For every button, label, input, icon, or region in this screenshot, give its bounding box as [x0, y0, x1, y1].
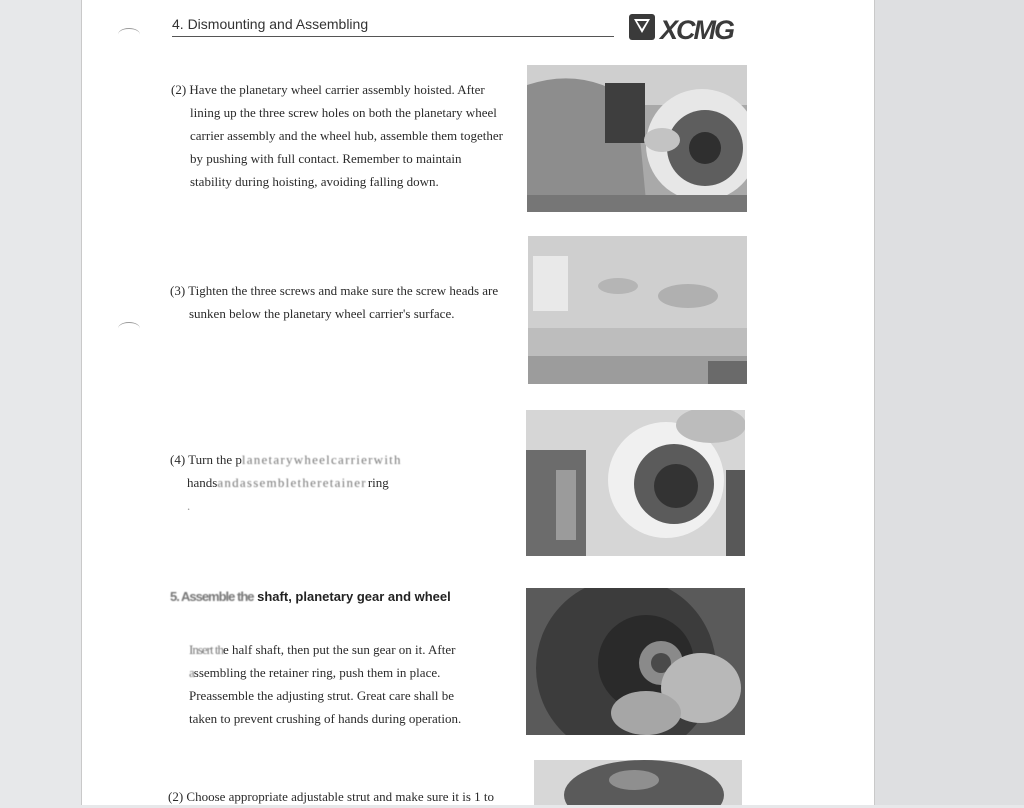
- step-4-line-start: .: [187, 498, 191, 513]
- scanner-background: [874, 0, 1024, 805]
- step-2-line: lining up the three screw holes on both the planetary wheel: [190, 105, 497, 120]
- heading-text: shaft, planetary gear and wheel: [257, 589, 451, 604]
- obscured-text: 5. Assemble the: [170, 589, 254, 604]
- section-5-line: ssembling the retainer ring, push them in place.: [193, 665, 441, 680]
- xcmg-logo: [627, 11, 759, 45]
- step-3-line: (3) Tighten the three screws and make sure the screw heads are: [170, 283, 499, 298]
- step-2-line: carrier assembly and the wheel hub, assemble them together: [190, 128, 503, 143]
- step-4-line-start: (4) Turn the p: [170, 452, 242, 467]
- section-title: 4. Dismounting and Assembling: [172, 16, 369, 32]
- photo-turning-carrier: [526, 410, 745, 556]
- photo-tightened-screws: [528, 236, 747, 384]
- obscured-text: Insert th: [189, 642, 223, 657]
- step-2-line: stability during hoisting, avoiding falling down.: [190, 174, 439, 189]
- header-rule: [172, 36, 614, 37]
- step-3-line: sunken below the planetary wheel carrier's surface.: [189, 306, 455, 321]
- section-5-heading: [170, 589, 451, 604]
- binder-hole-mark: [118, 322, 140, 335]
- photo-adjustable-strut: [534, 760, 742, 805]
- step-2-line: (2) Have the planetary wheel carrier assembly hoisted. After: [171, 82, 485, 97]
- section-5-line: taken to prevent crushing of hands during operation.: [189, 711, 462, 726]
- binder-hole-mark: [118, 28, 140, 41]
- obscured-text: a: [189, 665, 194, 680]
- step-2-line: by pushing with full contact. Remember to maintain: [190, 151, 462, 166]
- obscured-text: a n d a s s e m b l e t h e r e t a i n e r: [217, 475, 365, 490]
- section-5-line: Preassemble the adjusting strut. Great care shall be: [189, 688, 454, 703]
- step-2-text: [171, 78, 521, 193]
- brand-text: XCMG: [660, 15, 733, 45]
- step-4-line-start: hands: [187, 475, 218, 490]
- section-5-line: e half shaft, then put the sun gear on it. After: [222, 642, 456, 657]
- photo-sun-gear: [526, 588, 745, 735]
- step-3-text: [170, 279, 520, 325]
- step-4-line-end: ring: [367, 475, 389, 490]
- obscured-text: l a n e t a r y w h e e l c a r r i e r w i t h: [241, 452, 400, 467]
- section-5-step-2-text: (2) Choose appropriate adjustable strut and make sure it is 1 to: [168, 789, 495, 804]
- section-5-step-1-text: [189, 638, 517, 730]
- step-4-text: [170, 448, 520, 517]
- photo-hoisting-carrier: [527, 65, 747, 212]
